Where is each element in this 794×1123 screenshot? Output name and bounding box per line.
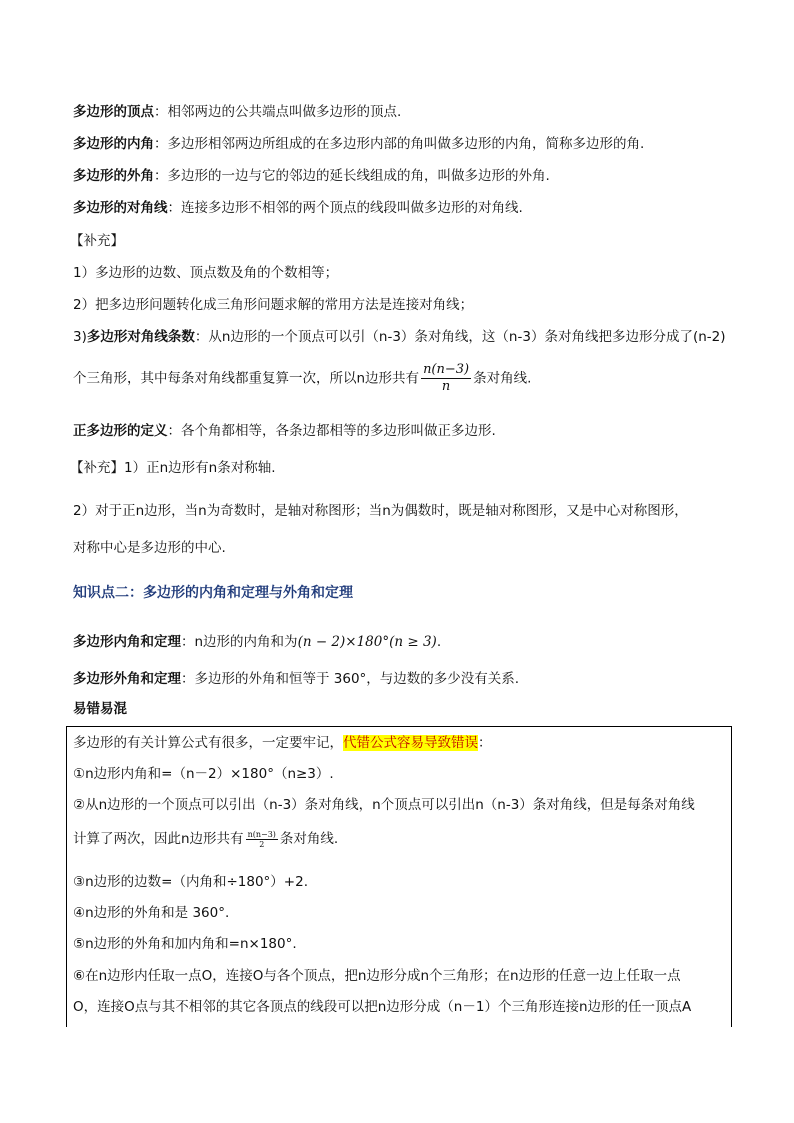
term: 多边形的外角 (73, 168, 154, 184)
def-text: ：各个角都相等，各条边都相等的多边形叫做正多边形. (167, 423, 496, 439)
term: 正多边形的定义 (73, 423, 168, 439)
pitfall-title: 易错易混 (73, 701, 127, 717)
regular-supplement-1: 【补充】1）正n边形有n条对称轴. (70, 460, 276, 476)
fraction-numerator: n(n−3) (247, 829, 276, 839)
def-diagonal (73, 198, 523, 218)
intro-text: 多边形的有关计算公式有很多，一定要牢记， (73, 735, 343, 751)
theorem-text: ：多边形的外角和恒等于 360°，与边数的多少没有关系. (181, 671, 520, 687)
text-after: 条对角线. (473, 370, 532, 387)
box-intro (73, 733, 492, 753)
item-text: ：从n边形的一个顶点可以引（n-3）条对角线，这（n-3）条对角线把多边形分成了(n-2) (194, 329, 726, 345)
supplement-1: 1）多边形的边数、顶点数及角的个数相等； (73, 265, 339, 281)
term: 多边形的对角线 (73, 200, 168, 216)
text-before: 个三角形，其中每条对角线都重复算一次，所以n边形共有 (73, 370, 420, 387)
box-line-3 (73, 829, 338, 849)
exterior-angle-theorem (73, 669, 519, 689)
box-line-1: ①n边形内角和=（n－2）×180°（n≥3）. (73, 766, 334, 782)
box-line-2: ②从n边形的一个顶点可以引出（n-3）条对角线，n个顶点可以引出n（n-3）条对角线，但是每条对角线 (73, 797, 695, 813)
text-after: 条对角线. (279, 831, 339, 847)
def-interior-angle (73, 134, 644, 154)
supplement-3-line2 (73, 362, 531, 395)
item-prefix: 3) (73, 329, 87, 345)
def-exterior-angle (73, 166, 550, 186)
term: 多边形外角和定理 (73, 671, 181, 687)
box-line-8: O，连接O点与其不相邻的其它各顶点的线段可以把n边形分成（n－1）个三角形连接n边形的任一顶点A (73, 999, 692, 1015)
term: 多边形内角和定理 (73, 634, 181, 650)
text-before: 计算了两次，因此n边形共有 (73, 831, 244, 847)
term: 多边形的内角 (73, 136, 154, 152)
box-line-4: ③n边形的边数=（内角和÷180°）+2. (73, 874, 308, 890)
fraction-denominator: n (441, 379, 451, 394)
interior-angle-theorem (73, 632, 441, 652)
regular-supplement-2-line2: 对称中心是多边形的中心. (73, 540, 226, 556)
theorem-text: ：n边形的内角和为 (181, 634, 298, 650)
supplement-title: 【补充】 (70, 233, 124, 249)
def-text: ：多边形的一边与它的邻边的延长线组成的角，叫做多边形的外角. (154, 168, 550, 184)
def-text: ：多边形相邻两边所组成的在多边形内部的角叫做多边形的内角，简称多边形的角. (154, 136, 645, 152)
supplement-2: 2）把多边形问题转化成三角形问题求解的常用方法是连接对角线； (73, 297, 474, 313)
fraction-denominator: 2 (259, 839, 265, 849)
box-line-5: ④n边形的外角和是 360°. (73, 905, 230, 921)
term: 多边形的顶点 (73, 104, 154, 120)
term: 多边形对角线条数 (86, 329, 195, 345)
end: . (436, 634, 442, 650)
diagonal-count-fraction (421, 362, 471, 395)
highlighted-warning: 代错公式容易导致错误 (343, 735, 478, 751)
intro-end: ： (478, 735, 492, 751)
section-heading: 知识点二：多边形的内角和定理与外角和定理 (73, 585, 353, 601)
supplement-3 (73, 327, 726, 347)
box-line-7: ⑥在n边形内任取一点O，连接O与各个顶点，把n边形分成n个三角形；在n边形的任意一边上任取一点 (73, 968, 681, 984)
pitfall-box (66, 726, 732, 1027)
def-vertex (73, 102, 401, 122)
def-text: ：相邻两边的公共端点叫做多边形的顶点. (154, 104, 402, 120)
regular-supplement-2: 2）对于正n边形，当n为奇数时，是轴对称图形；当n为偶数时，既是轴对称图形，又是中心对称图形， (73, 503, 688, 519)
interior-formula: (n − 2)×180°(n ≥ 3) (297, 634, 437, 650)
fraction-numerator: n(n−3) (423, 362, 470, 377)
box-line-6: ⑤n边形的外角和加内角和=n×180°. (73, 936, 297, 952)
diagonal-count-fraction (246, 830, 278, 849)
def-text: ：连接多边形不相邻的两个顶点的线段叫做多边形的对角线. (167, 200, 523, 216)
regular-polygon-def (73, 421, 496, 441)
